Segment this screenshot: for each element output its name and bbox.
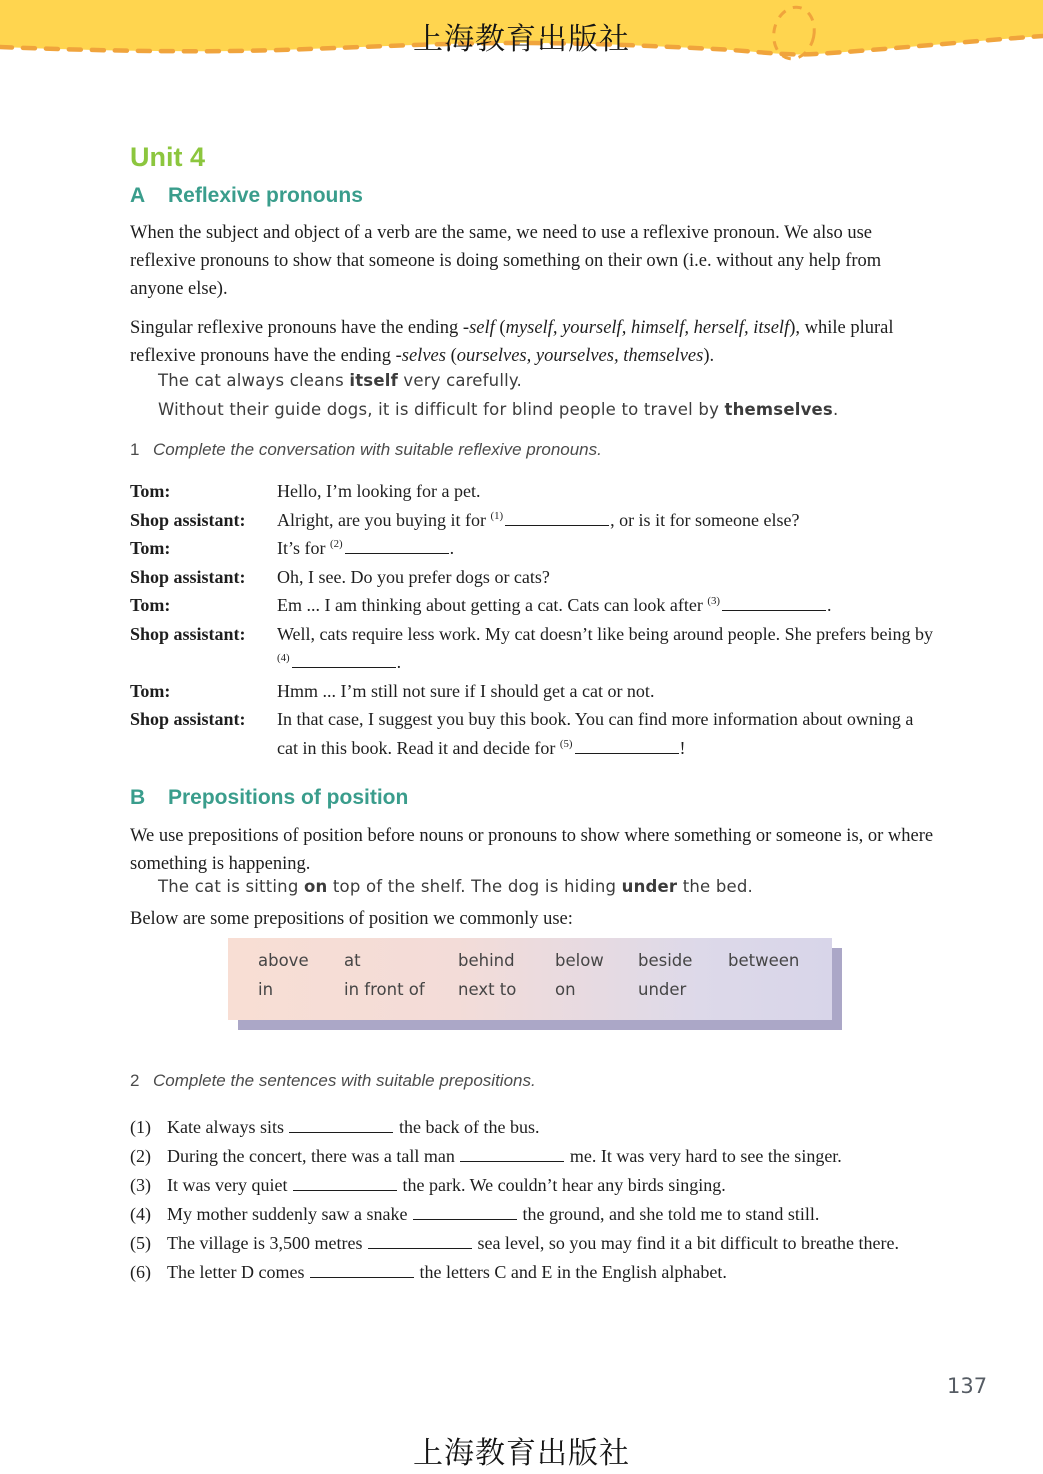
text-segment: .	[826, 595, 832, 615]
section-b-title: Prepositions of position	[168, 786, 409, 809]
exercise-item	[130, 1142, 947, 1171]
text-segment: under	[621, 877, 678, 896]
answer-blank	[292, 652, 396, 668]
text-segment: Kate always sits	[167, 1117, 289, 1137]
exercise-2-items	[130, 1113, 947, 1287]
text-segment: The letter D comes	[167, 1262, 309, 1282]
text-segment: My mother suddenly saw a snake	[167, 1204, 412, 1224]
answer-blank	[460, 1146, 564, 1162]
exercise-2-instruction: Complete the sentences with suitable prepositions.	[153, 1071, 536, 1090]
exercise-item	[130, 1113, 947, 1142]
text-segment: The cat always cleans	[158, 371, 350, 390]
preposition-word: between	[728, 951, 800, 970]
preposition-word: above	[258, 951, 309, 970]
blank-number: (3)	[707, 595, 720, 607]
exercise-item	[130, 1258, 947, 1287]
dialogue-row	[130, 534, 940, 563]
preposition-word: under	[638, 980, 687, 999]
dialogue-row	[130, 591, 940, 620]
speech-text	[277, 534, 937, 563]
text-segment: .	[449, 538, 455, 558]
blank-number: (4)	[277, 652, 290, 664]
section-b-letter: B	[130, 786, 146, 809]
exercise-item	[130, 1200, 947, 1229]
exercise-item	[130, 1171, 947, 1200]
speaker-label: Tom:	[130, 538, 171, 558]
text-segment: myself, yourself, himself, herself, itself	[505, 318, 790, 338]
text-segment: Oh, I see. Do you prefer dogs or cats?	[277, 566, 550, 587]
text-segment: the back of the bus.	[394, 1117, 540, 1137]
exercise-2-number: 2	[130, 1071, 140, 1090]
text-segment: the park. We couldn’t hear any birds singing.	[397, 1175, 726, 1195]
section-a-letter: A	[130, 184, 146, 207]
text-segment: It was very quiet	[167, 1175, 292, 1195]
speaker-label: Shop assistant:	[130, 509, 246, 530]
speaker-label: Tom:	[130, 481, 171, 501]
publisher-header-text: 上海教育出版社	[413, 23, 630, 56]
dialogue-row	[130, 677, 940, 706]
speaker-label: Shop assistant:	[130, 709, 246, 729]
preposition-word: next to	[458, 980, 517, 999]
preposition-word: beside	[638, 951, 693, 970]
exercise-item	[130, 1229, 947, 1258]
answer-blank	[575, 737, 679, 753]
text-segment: Well, cats require less work. My cat doesn’t like being around people. She prefers being by	[277, 623, 934, 644]
blank-number: (5)	[559, 737, 573, 750]
text-segment: ourselves, yourselves, themselves	[456, 346, 704, 366]
item-number: (1)	[130, 1117, 151, 1137]
section-a-heading	[130, 184, 363, 208]
answer-blank	[368, 1233, 472, 1249]
text-segment: It’s for	[277, 538, 330, 558]
item-text	[167, 1200, 947, 1229]
exercise-2-instruction-row	[130, 1071, 536, 1091]
text-segment: the ground, and she told me to stand still.	[517, 1204, 820, 1224]
text-segment: the letters C and E in the English alphabet.	[414, 1262, 727, 1282]
answer-blank	[345, 538, 449, 554]
text-segment: .	[832, 400, 839, 419]
item-text	[167, 1171, 947, 1200]
text-segment: very carefully.	[397, 371, 522, 390]
item-text	[167, 1258, 947, 1287]
text-segment: , or is it for someone else?	[610, 509, 800, 530]
item-text	[167, 1229, 947, 1258]
section-b-intro-paragraph: We use prepositions of position before nouns or pronouns to show where something or someone is, or where something is happening.	[130, 826, 934, 874]
preposition-word: below	[555, 951, 604, 970]
text-segment: itself	[349, 371, 398, 390]
text-segment: Without their guide dogs, it is difficult for blind people to travel by	[158, 400, 725, 419]
answer-blank	[310, 1262, 414, 1278]
dialogue-row	[130, 705, 940, 762]
item-number: (2)	[130, 1146, 151, 1166]
speech-text	[277, 563, 937, 592]
text-segment: Singular reflexive pronouns have the ending	[130, 318, 463, 338]
text-segment: the bed.	[677, 877, 753, 896]
text-segment: ), while plural reflexive pronouns have the ending	[130, 318, 894, 366]
text-segment: .	[396, 652, 402, 672]
text-segment: sea level, so you may find it a bit difficult to breathe there.	[472, 1233, 899, 1253]
text-segment: !	[679, 737, 686, 758]
text-segment: Alright, are you buying it for	[277, 509, 491, 530]
example-sentence-2	[158, 400, 838, 419]
preposition-word: on	[555, 980, 576, 999]
section-b-lead-in: Below are some prepositions of position we commonly use:	[130, 909, 573, 929]
dialogue-row	[130, 506, 940, 535]
speaker-label: Tom:	[130, 595, 171, 615]
answer-blank	[505, 509, 609, 525]
text-segment: During the concert, there was a tall man	[167, 1146, 460, 1166]
example-sentence-1	[158, 371, 522, 390]
prepositions-box	[228, 938, 832, 1020]
unit-title: Unit 4	[130, 142, 206, 172]
publisher-footer-text: 上海教育出版社	[413, 1437, 630, 1470]
item-number: (3)	[130, 1175, 151, 1195]
dialogue-row	[130, 563, 940, 592]
preposition-word: in	[258, 980, 274, 999]
answer-blank	[413, 1204, 517, 1220]
item-text	[167, 1142, 947, 1171]
text-segment: me. It was very hard to see the singer.	[565, 1146, 842, 1166]
section-a-rule-paragraph	[130, 314, 938, 370]
dialogue	[130, 477, 940, 762]
text-segment: In that case, I suggest you buy this book. You can find more information about owning a cat in this book. Read it and decide for	[277, 709, 914, 758]
text-segment: Hello, I’m looking for a pet.	[277, 481, 481, 501]
text-segment: (	[494, 318, 506, 338]
speech-text	[277, 620, 937, 677]
dialogue-row	[130, 620, 940, 677]
blank-number: (1)	[490, 509, 504, 522]
item-number: (5)	[130, 1233, 151, 1253]
speaker-label: Tom:	[130, 680, 171, 701]
exercise-1-instruction-row	[130, 440, 602, 460]
speaker-label: Shop assistant:	[130, 623, 246, 644]
page-number: 137	[947, 1374, 988, 1398]
speech-text	[277, 477, 937, 506]
exercise-1-instruction: Complete the conversation with suitable reflexive pronouns.	[153, 440, 602, 459]
speech-text	[277, 506, 937, 535]
text-segment: top of the shelf. The dog is hiding	[327, 877, 622, 896]
text-segment: Hmm ... I’m still not sure if I should get a cat or not.	[277, 680, 655, 701]
text-segment: (	[445, 346, 457, 366]
item-number: (6)	[130, 1262, 151, 1282]
item-number: (4)	[130, 1204, 151, 1224]
text-segment: -self	[462, 318, 495, 338]
preposition-word: at	[344, 951, 361, 970]
preposition-word: behind	[458, 951, 515, 970]
example-sentence-3	[158, 877, 753, 896]
text-segment: on	[303, 877, 328, 896]
speaker-label: Shop assistant:	[130, 566, 246, 587]
text-segment: themselves	[724, 400, 833, 419]
answer-blank	[722, 595, 826, 611]
text-segment: ).	[703, 346, 715, 366]
blank-number: (2)	[330, 538, 343, 550]
text-segment: The cat is sitting	[158, 877, 304, 896]
text-segment: The village is 3,500 metres	[167, 1233, 367, 1253]
text-segment: -selves	[395, 346, 446, 366]
item-text	[167, 1113, 947, 1142]
section-a-intro-paragraph: When the subject and object of a verb are the same, we need to use a reflexive pronoun. We also use reflexive pronouns to show that someone is doing something on their own (i.e. without any help from anyone else).	[130, 223, 882, 299]
section-a-title: Reflexive pronouns	[168, 184, 363, 207]
section-b-heading	[130, 786, 408, 810]
dialogue-row	[130, 477, 940, 506]
speech-text	[277, 677, 937, 706]
speech-text	[277, 705, 937, 762]
text-segment: Em ... I am thinking about getting a cat. Cats can look after	[277, 595, 708, 615]
answer-blank	[289, 1117, 393, 1133]
exercise-1-number: 1	[130, 440, 140, 459]
answer-blank	[293, 1175, 397, 1191]
preposition-word: in front of	[344, 980, 425, 999]
speech-text	[277, 591, 937, 620]
